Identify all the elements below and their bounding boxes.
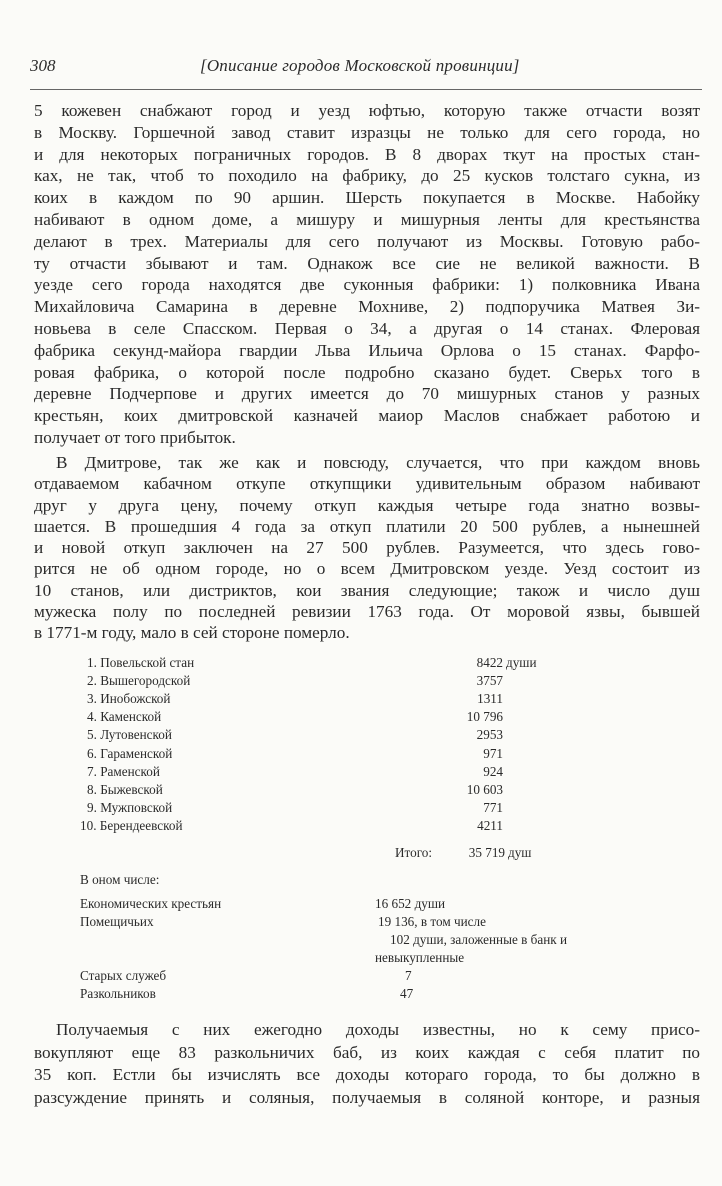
breakdown-value: 102 души, заложенные в банк и: [390, 932, 568, 947]
text-line: новьева в селе Спасском. Первая о 34, а другая о 14 станах. Флеровая: [34, 318, 700, 338]
stan-souls: 10 603: [466, 781, 503, 797]
header-rule: [30, 89, 702, 90]
text-line: получает от того прибыток.: [34, 427, 236, 447]
text-line: Получаемыя с них ежегодно доходы известны, но к сему присо-: [56, 1020, 700, 1039]
text-line: друг у друга цену, почему откуп каждыя четыре года знатно возвы-: [34, 495, 700, 515]
text-line: В Дмитрове, так же как и повсюду, случается, что при каждом вновь: [56, 453, 700, 472]
text-line: шается. В прошедшия 4 года за откуп платили 20 500 рублев, а нынешней: [34, 516, 700, 536]
text-line: деревне Подчерпове и других имеется до 70 мишурных станов у разных: [34, 384, 700, 404]
stan-souls: 771: [483, 799, 503, 815]
unit-label: души: [506, 655, 537, 670]
total-value: 35 719: [468, 845, 505, 860]
stan-name: 3. Инобожской: [87, 691, 171, 707]
text-line: и для некоторых пограничных городов. В 8 дворах ткут на простых стан-: [34, 144, 700, 164]
running-header-title: [Описание городов Московской провинции]: [200, 56, 520, 75]
breakdown-value: 16 652 души: [375, 896, 446, 911]
text-line: делают в трех. Материалы для сего получают из Москвы. Готовую рабо-: [34, 231, 700, 251]
page-number: 308: [30, 56, 56, 75]
text-line: 35 коп. Естли бы изчислять все доходы котораго города, то бы должно в: [34, 1065, 700, 1085]
stan-name: 2. Вышегородской: [87, 673, 191, 689]
table-row: [80, 745, 560, 763]
breakdown-label: Старых служеб: [80, 968, 167, 983]
table-row: [80, 949, 720, 967]
breakdown-label: Помещичьих: [80, 914, 154, 929]
stan-name: 6. Гараменской: [87, 745, 173, 761]
stan-souls: 924: [483, 763, 503, 779]
stan-name: 9. Мужповской: [87, 799, 173, 815]
table-row: [80, 763, 560, 781]
text-line: в Москву. Горшечной завод ставит изразцы не только для сего города, но: [34, 122, 700, 142]
stan-souls: 2953: [476, 727, 503, 743]
breakdown-value: 47: [400, 986, 414, 1001]
text-line: ках, не так, чтоб то походило на фабрику, до 25 кусков толстаго сукна, из: [34, 166, 700, 186]
paragraph-2: [34, 452, 700, 644]
table-row: [80, 690, 560, 708]
table-row: [80, 895, 720, 913]
breakdown-table: [80, 871, 720, 1006]
stan-souls: 10 796: [466, 709, 503, 725]
text-line: Михайловича Самарина в деревне Мохниве, 2) подпоручика Матвея Зи-: [34, 297, 700, 317]
table-row: [80, 726, 560, 744]
paragraph-3: [34, 1019, 700, 1109]
table-row: [80, 967, 720, 985]
breakdown-heading: В оном числе:: [80, 872, 160, 887]
stan-souls: 3757: [476, 673, 503, 689]
breakdown-value: невыкупленные: [375, 950, 465, 965]
table-row: [80, 985, 720, 1003]
total-row: [80, 844, 560, 862]
text-line: 5 кожевен снабжают город и уезд юфтью, которую также отчасти возят: [34, 101, 700, 120]
text-line: и новой откуп заключен на 27 500 рублев. Разумеется, что здесь гово-: [34, 538, 700, 558]
text-line: вокупляют еще 83 разкольничих баб, из коих каждая с себя платит по: [34, 1042, 700, 1062]
stan-name: 8. Быжевской: [87, 781, 163, 797]
text-line: ровая фабрика, о которой после подробно сказано будет. Сверьх того в: [34, 362, 700, 382]
table-row: [80, 799, 560, 817]
text-line: коих в каждом по 90 аршин. Шерсть покупается в Москве. Набойку: [34, 188, 700, 208]
text-line: набивают в одном доме, а мишуру и мишурныя ленты для крестьянства: [34, 209, 700, 229]
total-unit: душ: [508, 845, 532, 860]
table-row: [80, 781, 560, 799]
text-line: в 1771-м году, мало в сей стороне померло.: [34, 623, 350, 643]
table-row: [80, 931, 720, 949]
table-row: [80, 654, 560, 672]
stan-souls: 971: [483, 745, 503, 761]
stan-name: 10. Берендеевской: [80, 817, 183, 833]
stan-name: 7. Раменской: [87, 763, 160, 779]
text-line: рится не об одном городе, но о всем Дмитровском уезде. Уезд состоит из: [34, 559, 700, 579]
table-row: [80, 817, 560, 835]
breakdown-value: 19 136, в том числе: [378, 914, 486, 929]
stan-name: 5. Лутовенской: [87, 727, 172, 743]
text-line: фабрика секунд-майора гвардии Льва Ильича Орлова о 15 станах. Фарфо-: [34, 340, 700, 360]
text-line: крестьян, коих дмитровской казначей маиор Маслов снабжает работою и: [34, 406, 700, 426]
text-line: отдаваемом кабачном откупе откупщики удивительным образом набивают: [34, 474, 700, 494]
text-line: разсуждение принять и соляныя, получаемыя в соляной конторе, и разныя: [34, 1087, 700, 1107]
stan-souls: 4211: [477, 817, 503, 833]
table-row: [80, 708, 560, 726]
text-line: 10 станов, или дистриктов, кои звания следующие; також и число душ: [34, 580, 700, 600]
table-row: [80, 672, 560, 690]
paragraph-1: [34, 100, 700, 449]
text-line: ту отчасти збывают и там. Однакож все сие не великой важности. В: [34, 253, 700, 273]
text-line: уезде сего города находятся две суконныя фабрики: 1) полковника Ивана: [34, 275, 700, 295]
stans-table: [80, 654, 560, 864]
total-label: Итого:: [395, 845, 433, 860]
stan-souls: 1311: [477, 691, 503, 707]
table-row: [80, 913, 720, 931]
stan-name: 4. Каменской: [87, 709, 162, 725]
breakdown-label: Економических крестьян: [80, 896, 222, 911]
breakdown-label: Разкольников: [80, 986, 156, 1001]
stan-souls: 8422: [476, 655, 503, 670]
text-line: мужеска полу по последней ревизии 1763 года. От моровой язвы, бывшей: [34, 602, 700, 622]
stan-name: 1. Повельской стан: [87, 655, 195, 670]
breakdown-value: 7: [405, 968, 412, 983]
